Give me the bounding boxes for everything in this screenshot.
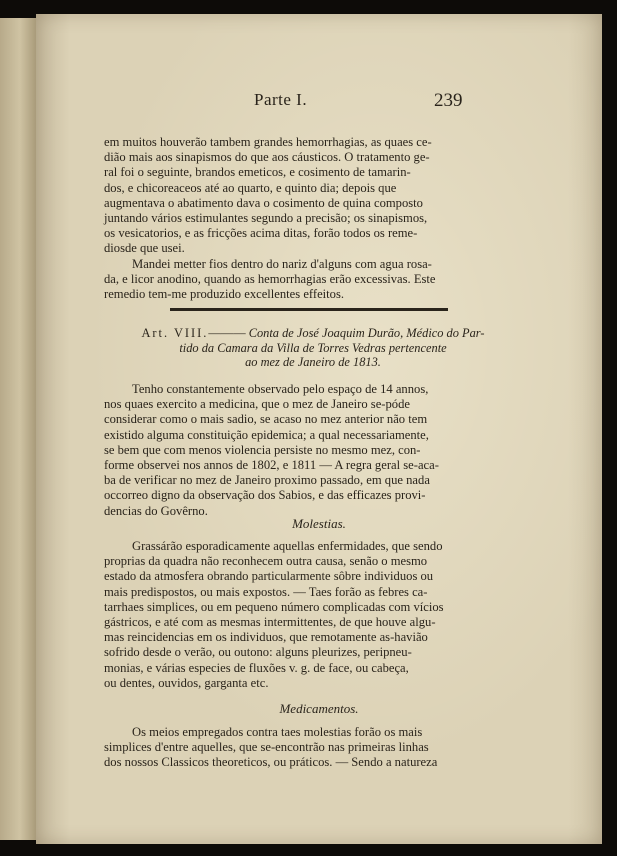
article-heading [104, 326, 522, 370]
text-line: occorreo digno da observação dos Sabios, e das efficazes provi- [104, 488, 426, 503]
text-line: Os meios empregados contra taes molestias forão os mais [132, 725, 423, 739]
article-title-line: Conta de José Joaquim Durão, Médico do Par- [248, 326, 485, 340]
paragraph-4 [104, 539, 520, 691]
paragraph-3 [104, 382, 520, 519]
book-gutter [0, 18, 37, 840]
section-title-medicamentos: Medicamentos. [279, 701, 359, 716]
text-line: dos, e chicoreaceos até ao quarto, e quinto dia; depois que [104, 180, 397, 195]
text-line: mas reincidencias em os individuos, que remotamente as-havião [104, 630, 428, 645]
text-line: Grassárão esporadicamente aquellas enfermidades, que sendo [132, 539, 443, 553]
text-line: ral foi o seguinte, brandos emeticos, e cosimento de tamarin- [104, 165, 411, 180]
text-line: remedio tem-me produzido excellentes effeitos. [104, 287, 345, 302]
paragraph-molestias [104, 539, 520, 691]
section-title-molestias: Molestias. [292, 516, 346, 531]
section-divider [170, 308, 448, 311]
text-line: forme observei nos annos de 1802, e 1811 — A regra geral se-aca- [104, 458, 439, 473]
text-line: monias, e várias especies de fluxões v. g. de face, ou cabeça, [104, 660, 409, 675]
text-line: da, e licor anodino, quando as hemorrhagias erão excessivas. Este [104, 271, 436, 286]
page-number: 239 [434, 90, 463, 111]
text-line: se bem que com menos violencia persiste no mesmo mez, con- [104, 442, 421, 457]
text-line: mais predispostos, ou mais expostos. — Taes forão as febres ca- [104, 584, 428, 599]
paragraph-medicamentos [104, 725, 520, 771]
text-line: gástricos, e até com as mesmas intermittentes, de que houve algu- [104, 615, 436, 630]
text-line: Mandei metter fios dentro do nariz d'alguns com agua rosa- [132, 256, 432, 271]
running-head [36, 90, 602, 114]
book-page [36, 14, 602, 844]
paragraph-1 [104, 135, 520, 257]
paragraph-2 [104, 257, 520, 303]
text-line: dião mais aos sinapismos do que aos cáusticos. O tratamento ge- [104, 150, 430, 165]
text-line: augmentava o abatimento dava o cosimento de quina composto [104, 195, 423, 210]
text-line: ba de verificar no mez de Janeiro proximo passado, em que nada [104, 473, 430, 488]
paragraph-5 [104, 725, 520, 771]
text-line: juntando vários estimulantes segundo a precisão; os sinapismos, [104, 211, 428, 226]
text-line: Tenho constantemente observado pelo espaço de 14 annos, [132, 382, 429, 396]
text-line: em muitos houverão tambem grandes hemorrhagias, as quaes ce- [104, 135, 432, 149]
article-label: Art. VIII. [141, 326, 209, 340]
text-line: existido alguma constituição epidemica; a qual necessariamente, [104, 427, 429, 442]
text-line: estado da atmosfera obrando particularmente sôbre individuos ou [104, 569, 434, 584]
article-title-line: ao mez de Janeiro de 1813. [245, 355, 381, 369]
article-dash: ——— [208, 326, 246, 340]
paragraph-intro [104, 382, 520, 519]
text-line: considerar como o mais sadio, se acaso no mez anterior não tem [104, 412, 428, 427]
text-line: dencias do Govêrno. [104, 503, 208, 518]
text-line: sofrido desde o verão, ou outono: alguns pleurizes, peripneu- [104, 645, 412, 660]
running-head-title: Parte I. [254, 90, 308, 109]
text-line: nos quaes exercito a medicina, que o mez de Janeiro se-póde [104, 397, 410, 412]
text-line: diosde que usei. [104, 241, 185, 256]
text-line: simplices d'entre aquelles, que se-encontrão nas primeiras linhas [104, 740, 429, 755]
paragraph-continued [104, 135, 520, 302]
text-line: os vesicatorios, e as fricções acima ditas, forão todos os reme- [104, 226, 418, 241]
article-title-line: tido da Camara da Villa de Torres Vedras pertencente [179, 340, 447, 355]
text-line: ou dentes, ouvidos, garganta etc. [104, 675, 269, 690]
text-line: tarrhaes simplices, ou em pequeno número complicadas com vícios [104, 599, 444, 614]
text-line: dos nossos Classicos theoreticos, ou práticos. — Sendo a natureza [104, 755, 438, 770]
text-line: proprias da quadra não reconhecem outra causa, senão o mesmo [104, 554, 428, 569]
